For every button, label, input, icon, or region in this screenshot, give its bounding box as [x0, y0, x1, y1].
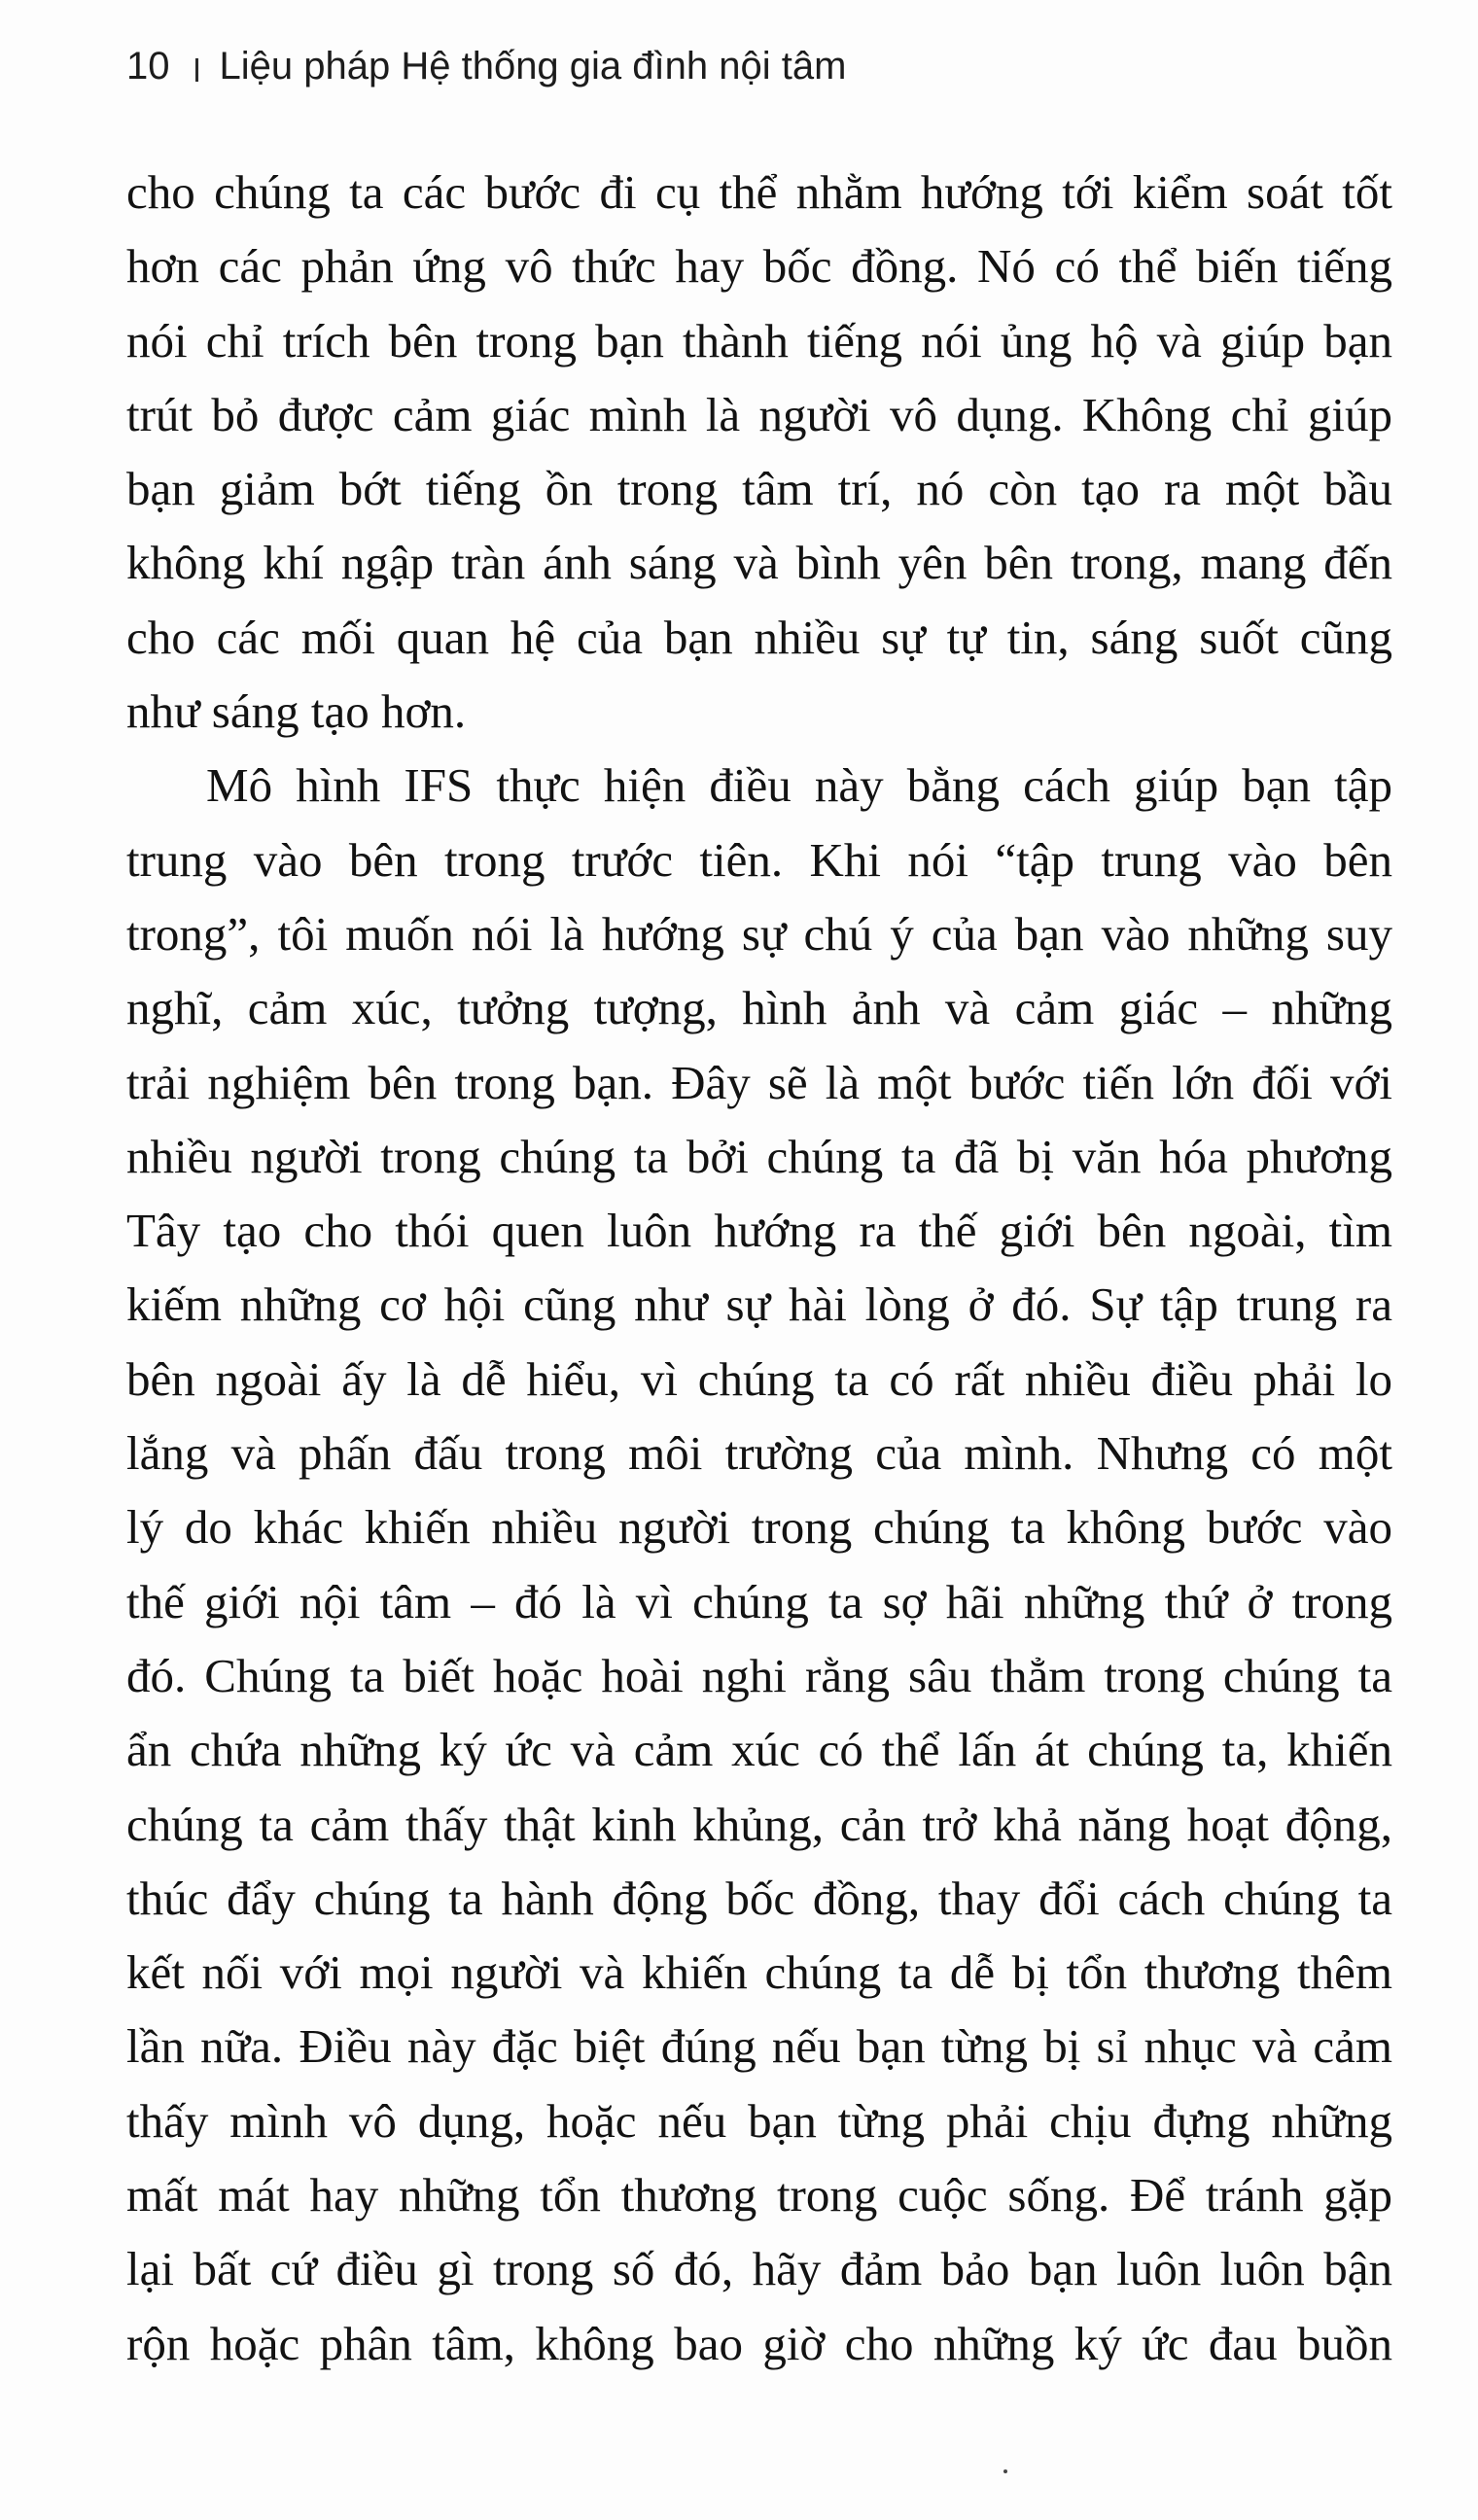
text-line: Mô hình IFS thực hiện điều này bằng cách giúp bạn tập — [206, 758, 1392, 813]
text-line: cho các mối quan hệ của bạn nhiều sự tự tin, sáng suốt cũng — [126, 610, 1392, 664]
text-line: đó. Chúng ta biết hoặc hoài nghi rằng sâu thẳm trong chúng ta — [126, 1648, 1392, 1702]
text-line: trút bỏ được cảm giác mình là người vô dụng. Không chỉ giúp — [126, 387, 1392, 441]
text-line: nghĩ, cảm xúc, tưởng tượng, hình ảnh và cảm giác – những — [126, 981, 1392, 1035]
page-speck — [1003, 2469, 1007, 2473]
text-line: lắng và phấn đấu trong môi trường của mình. Nhưng có một — [126, 1426, 1392, 1481]
text-line: thế giới nội tâm – đó là vì chúng ta sợ hãi những thứ ở trong — [126, 1574, 1392, 1628]
text-line: kiếm những cơ hội cũng như sự hài lòng ở đó. Sự tập trung ra — [126, 1278, 1392, 1332]
text-line: trong”, tôi muốn nói là hướng sự chú ý của bạn vào những suy — [126, 906, 1392, 961]
running-head — [126, 37, 846, 95]
text-line: chúng ta cảm thấy thật kinh khủng, cản trở khả năng hoạt động, — [126, 1797, 1392, 1851]
text-line: trải nghiệm bên trong bạn. Đây sẽ là một bước tiến lớn đối với — [126, 1055, 1392, 1109]
text-line: lý do khác khiến nhiều người trong chúng ta không bước vào — [126, 1500, 1392, 1555]
text-line: nói chỉ trích bên trong bạn thành tiếng nói ủng hộ và giúp bạn — [126, 313, 1392, 368]
text-line: như sáng tạo hơn. — [126, 684, 467, 739]
text-line: thúc đẩy chúng ta hành động bốc đồng, thay đổi cách chúng ta — [126, 1871, 1392, 1925]
text-line: Tây tạo cho thói quen luôn hướng ra thế giới bên ngoài, tìm — [126, 1204, 1392, 1258]
text-line: không khí ngập tràn ánh sáng và bình yên bên trong, mang đến — [126, 536, 1392, 590]
text-line: rộn hoặc phân tâm, không bao giờ cho những ký ức đau buồn — [126, 2316, 1392, 2370]
body-text — [126, 156, 1392, 2381]
text-line: thấy mình vô dụng, hoặc nếu bạn từng phải chịu đựng những — [126, 2093, 1392, 2148]
text-line: cho chúng ta các bước đi cụ thể nhằm hướng tới kiểm soát tốt — [126, 165, 1392, 219]
paragraph-2 — [126, 749, 1392, 2381]
text-line: lần nữa. Điều này đặc biệt đúng nếu bạn từng bị sỉ nhục và cảm — [126, 2019, 1392, 2074]
text-line: ẩn chứa những ký ức và cảm xúc có thể lấn át chúng ta, khiến — [126, 1723, 1392, 1777]
text-line: kết nối với mọi người và khiến chúng ta dễ bị tổn thương thêm — [126, 1945, 1392, 2000]
header-separator — [195, 58, 198, 82]
text-line: lại bất cứ điều gì trong số đó, hãy đảm bảo bạn luôn luôn bận — [126, 2242, 1392, 2296]
book-title: Liệu pháp Hệ thống gia đình nội tâm — [219, 44, 847, 88]
text-line: hơn các phản ứng vô thức hay bốc đồng. Nó có thể biến tiếng — [126, 239, 1392, 294]
text-line: trung vào bên trong trước tiên. Khi nói “tập trung vào bên — [126, 832, 1392, 887]
text-line: mất mát hay những tổn thương trong cuộc sống. Để tránh gặp — [126, 2168, 1392, 2222]
paragraph-1 — [126, 156, 1392, 749]
text-line: bạn giảm bớt tiếng ồn trong tâm trí, nó còn tạo ra một bầu — [126, 462, 1392, 516]
text-line: nhiều người trong chúng ta bởi chúng ta đã bị văn hóa phương — [126, 1129, 1392, 1183]
page-number: 10 — [126, 44, 170, 88]
text-line: bên ngoài ấy là dễ hiểu, vì chúng ta có rất nhiều điều phải lo — [126, 1351, 1392, 1406]
